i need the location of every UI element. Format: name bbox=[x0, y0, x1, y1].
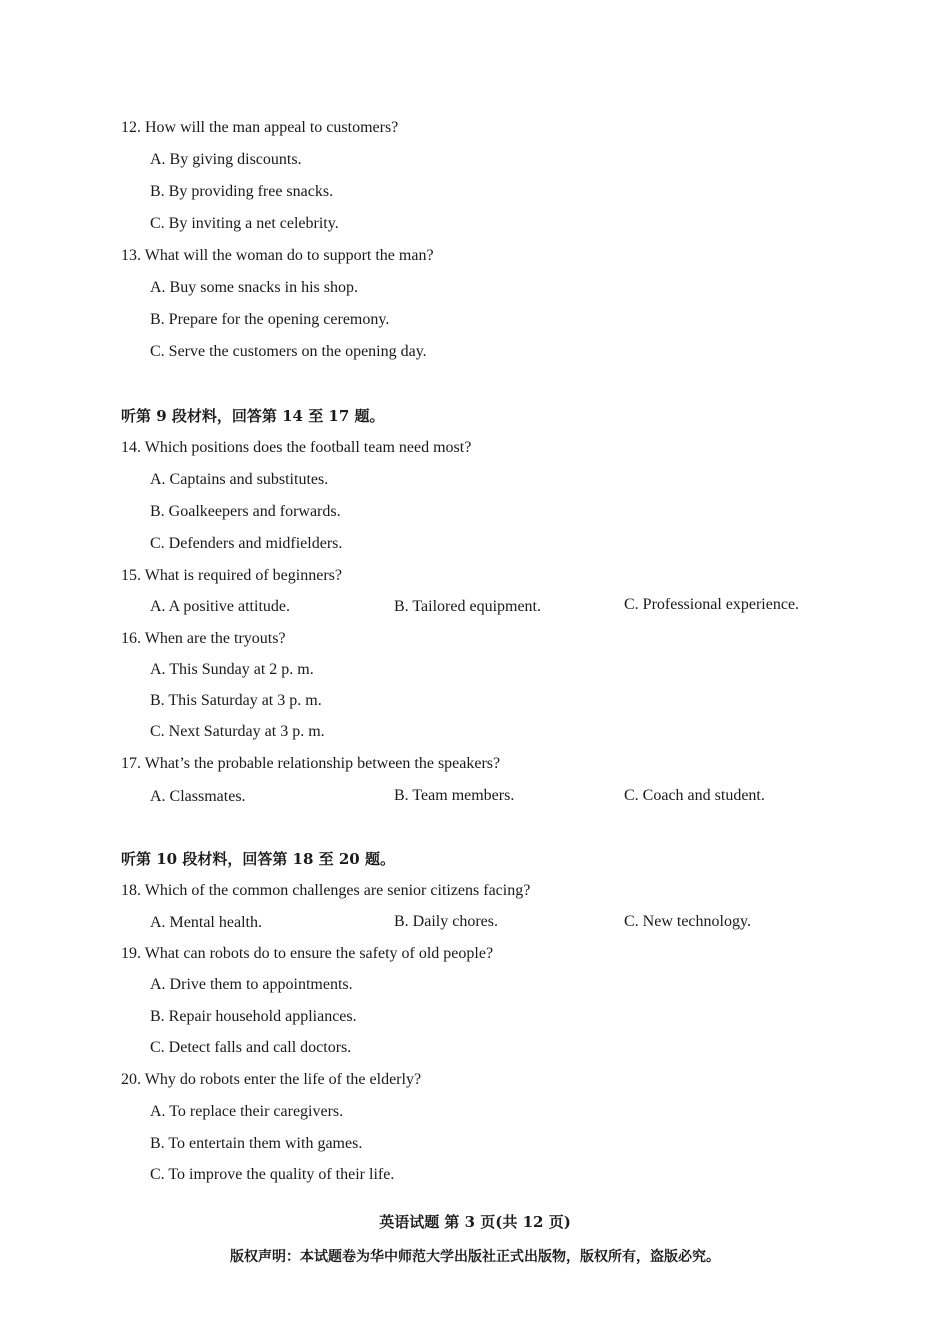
page-footer: 英语试题 第 3 页(共 12 页) bbox=[379, 1213, 571, 1231]
question-15-stem: 15. What is required of beginners? bbox=[121, 567, 342, 584]
question-19-option-a: A. Drive them to appointments. bbox=[150, 976, 353, 993]
question-15-option-b: B. Tailored equipment. bbox=[394, 598, 541, 615]
question-14-option-b: B. Goalkeepers and forwards. bbox=[150, 503, 341, 520]
question-14-option-a: A. Captains and substitutes. bbox=[150, 471, 329, 488]
question-13-option-c: C. Serve the customers on the opening day. bbox=[150, 343, 427, 360]
question-16-option-b: B. This Saturday at 3 p. m. bbox=[150, 692, 322, 709]
question-20-option-c: C. To improve the quality of their life. bbox=[150, 1166, 395, 1183]
question-13-stem: 13. What will the woman do to support the man? bbox=[121, 247, 434, 264]
question-17-option-c: C. Coach and student. bbox=[624, 787, 765, 804]
question-19-stem: 19. What can robots do to ensure the safety of old people? bbox=[121, 945, 494, 962]
question-12-stem: 12. How will the man appeal to customers? bbox=[121, 119, 399, 136]
section-9-heading: 听第 9 段材料，回答第 14 至 17 题。 bbox=[121, 407, 385, 425]
question-16-stem: 16. When are the tryouts? bbox=[121, 630, 286, 647]
question-13-option-b: B. Prepare for the opening ceremony. bbox=[150, 311, 390, 328]
question-12-option-a: A. By giving discounts. bbox=[150, 151, 302, 168]
question-13-option-a: A. Buy some snacks in his shop. bbox=[150, 279, 358, 296]
question-14-stem: 14. Which positions does the football team need most? bbox=[121, 439, 472, 456]
question-17-option-a: A. Classmates. bbox=[150, 788, 246, 805]
question-18-option-c: C. New technology. bbox=[624, 913, 751, 930]
question-20-option-b: B. To entertain them with games. bbox=[150, 1135, 363, 1152]
question-17-option-b: B. Team members. bbox=[394, 787, 515, 804]
question-17-stem: 17. What’s the probable relationship between the speakers? bbox=[121, 755, 501, 772]
copyright-notice: 版权声明：本试题卷为华中师范大学出版社正式出版物，版权所有，盗版必究。 bbox=[230, 1249, 720, 1265]
question-18-option-a: A. Mental health. bbox=[150, 914, 262, 931]
question-18-option-b: B. Daily chores. bbox=[394, 913, 498, 930]
question-20-option-a: A. To replace their caregivers. bbox=[150, 1103, 344, 1120]
question-12-option-c: C. By inviting a net celebrity. bbox=[150, 215, 339, 232]
question-19-option-b: B. Repair household appliances. bbox=[150, 1008, 357, 1025]
question-15-option-a: A. A positive attitude. bbox=[150, 598, 290, 615]
question-16-option-a: A. This Sunday at 2 p. m. bbox=[150, 661, 314, 678]
question-19-option-c: C. Detect falls and call doctors. bbox=[150, 1039, 352, 1056]
question-14-option-c: C. Defenders and midfielders. bbox=[150, 535, 343, 552]
section-10-heading: 听第 10 段材料，回答第 18 至 20 题。 bbox=[121, 850, 395, 868]
question-15-option-c: C. Professional experience. bbox=[624, 596, 800, 613]
question-12-option-b: B. By providing free snacks. bbox=[150, 183, 334, 200]
question-16-option-c: C. Next Saturday at 3 p. m. bbox=[150, 723, 325, 740]
question-20-stem: 20. Why do robots enter the life of the elderly? bbox=[121, 1071, 422, 1088]
question-18-stem: 18. Which of the common challenges are senior citizens facing? bbox=[121, 882, 531, 899]
